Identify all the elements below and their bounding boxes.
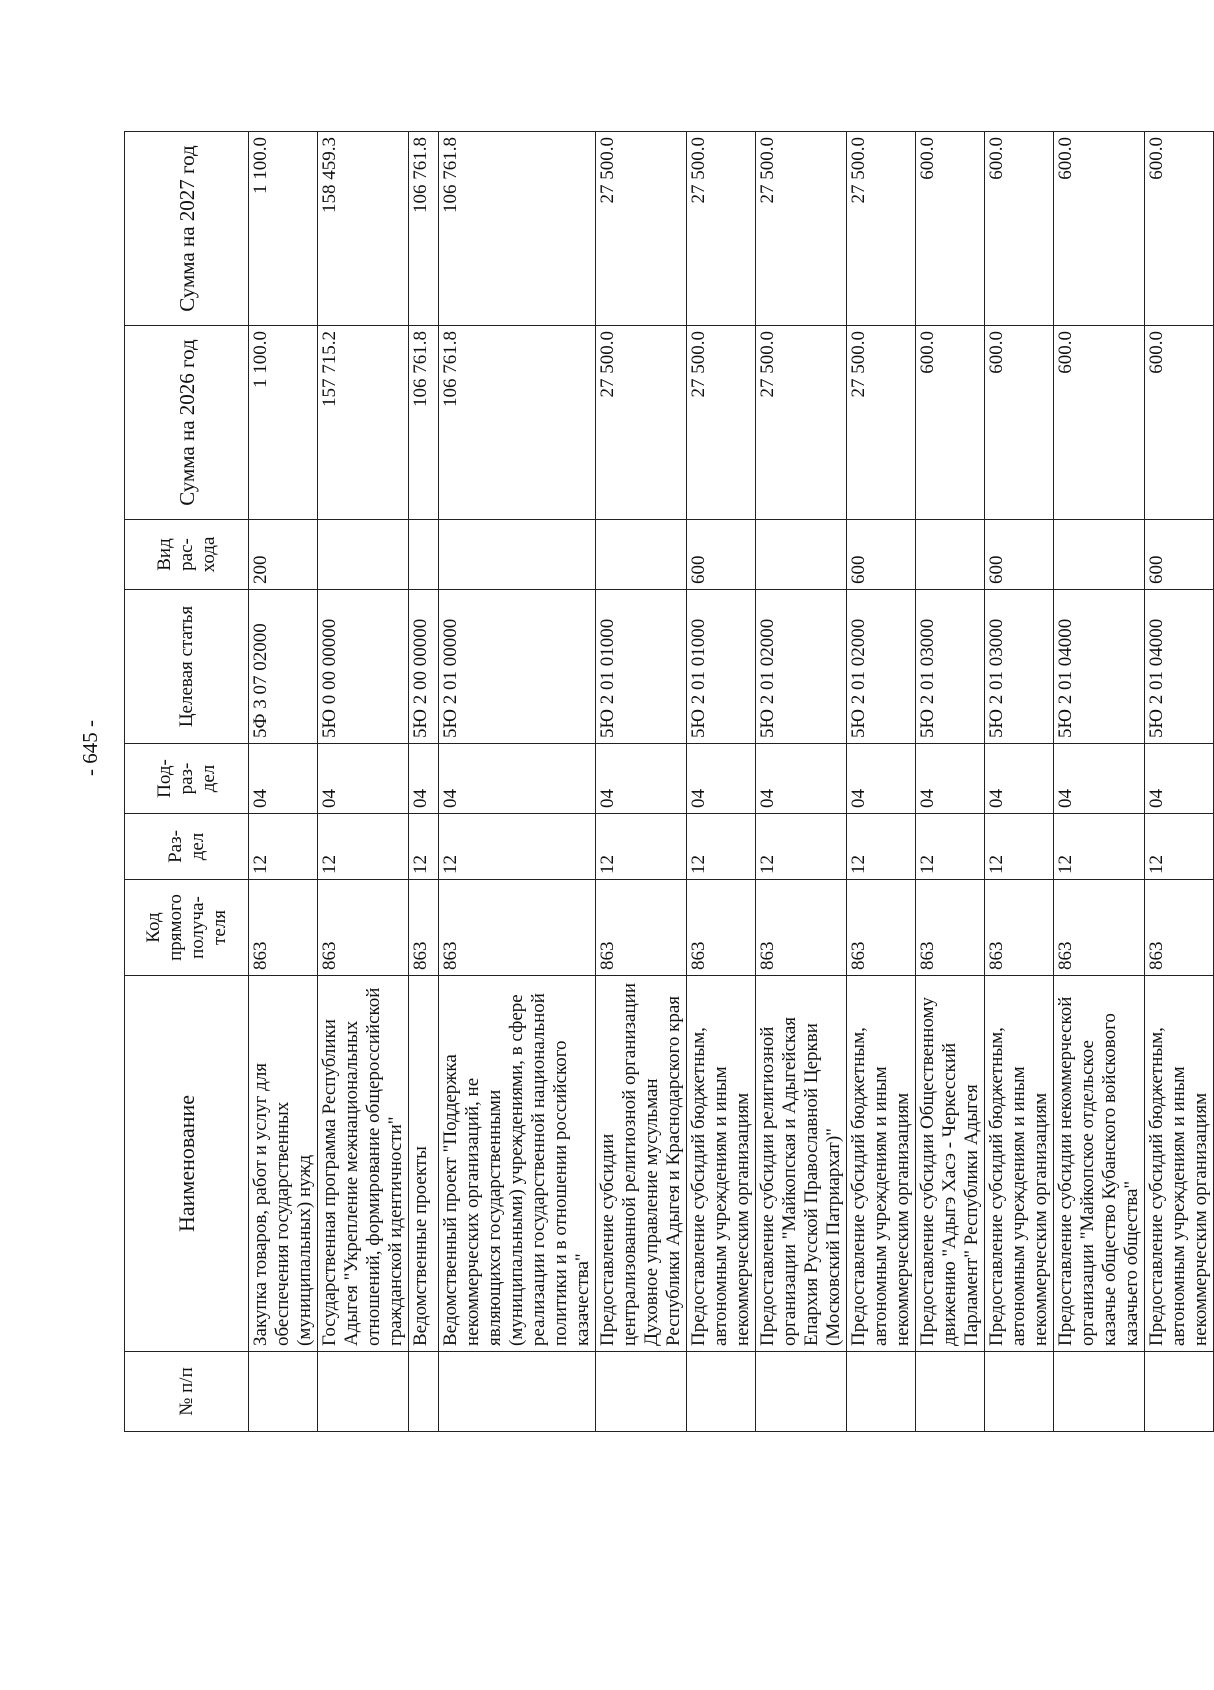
cell-sum-2027: 27 500.0 [596, 132, 687, 326]
table-row [439, 132, 596, 1432]
cell-name: Ведомственный проект "Поддержка некоммерческих организаций, не являющихся государственными (муниципальными) учреждениями, в сфере реализации государственной национальной политики и в отношении российского казачества" [439, 976, 596, 1352]
cell-sum-2026: 600.0 [1054, 326, 1145, 520]
cell-num [439, 1352, 596, 1432]
cell-expense-type [318, 520, 409, 590]
cell-target-article: 5Ю 2 01 03000 [985, 590, 1054, 744]
cell-section: 12 [756, 814, 847, 880]
cell-recipient-code: 863 [1054, 880, 1145, 976]
cell-sum-2027: 106 761.8 [409, 132, 439, 326]
cell-subsection: 04 [756, 744, 847, 814]
header-sum-2026: Сумма на 2026 год [125, 326, 249, 520]
header-recipient-code: Код прямого получа-теля [125, 880, 249, 976]
cell-subsection: 04 [985, 744, 1054, 814]
cell-target-article: 5Ю 0 00 00000 [318, 590, 409, 744]
header-target-article: Целевая статья [125, 590, 249, 744]
cell-section: 12 [439, 814, 596, 880]
cell-section: 12 [985, 814, 1054, 880]
header-section: Раз-дел [125, 814, 249, 880]
table-row [687, 132, 756, 1432]
header-subsection: Под-раз-дел [125, 744, 249, 814]
cell-subsection: 04 [847, 744, 916, 814]
table-body [249, 132, 1214, 1432]
cell-target-article: 5Ю 2 01 00000 [439, 590, 596, 744]
cell-recipient-code: 863 [916, 880, 985, 976]
cell-sum-2027: 27 500.0 [687, 132, 756, 326]
cell-name: Предоставление субсидий бюджетным, автономным учреждениям и иным некоммерческим организациям [847, 976, 916, 1352]
cell-target-article: 5Ф 3 07 02000 [249, 590, 318, 744]
table-row [249, 132, 318, 1432]
cell-name: Предоставление субсидии религиозной организации "Майкопская и Адыгейская Епархия Русской Православной Церкви (Московский Патриархат)" [756, 976, 847, 1352]
cell-subsection: 04 [596, 744, 687, 814]
cell-recipient-code: 863 [439, 880, 596, 976]
cell-subsection: 04 [409, 744, 439, 814]
cell-target-article: 5Ю 2 01 04000 [1054, 590, 1145, 744]
cell-num [1145, 1352, 1214, 1432]
cell-name: Государственная программа Республики Адыгея "Укрепление межнациональных отношений, формирование общероссийской гражданской идентичности" [318, 976, 409, 1352]
table-row [1054, 132, 1145, 1432]
cell-section: 12 [687, 814, 756, 880]
cell-sum-2026: 27 500.0 [847, 326, 916, 520]
cell-num [596, 1352, 687, 1432]
cell-sum-2027: 27 500.0 [756, 132, 847, 326]
cell-num [916, 1352, 985, 1432]
cell-subsection: 04 [318, 744, 409, 814]
cell-sum-2026: 106 761.8 [439, 326, 596, 520]
header-sum-2027: Сумма на 2027 год [125, 132, 249, 326]
cell-target-article: 5Ю 2 01 01000 [596, 590, 687, 744]
cell-sum-2026: 600.0 [985, 326, 1054, 520]
cell-section: 12 [409, 814, 439, 880]
cell-expense-type [596, 520, 687, 590]
cell-name: Предоставление субсидий бюджетным, автономным учреждениям и иным некоммерческим организациям [985, 976, 1054, 1352]
cell-expense-type: 600 [847, 520, 916, 590]
cell-num [318, 1352, 409, 1432]
cell-recipient-code: 863 [756, 880, 847, 976]
cell-subsection: 04 [1145, 744, 1214, 814]
cell-expense-type [756, 520, 847, 590]
cell-num [1054, 1352, 1145, 1432]
cell-recipient-code: 863 [596, 880, 687, 976]
cell-num [985, 1352, 1054, 1432]
cell-target-article: 5Ю 2 01 02000 [756, 590, 847, 744]
cell-expense-type: 200 [249, 520, 318, 590]
cell-name: Предоставление субсидии централизованной религиозной организации Духовное управление мусульман Республики Адыгея и Краснодарского края [596, 976, 687, 1352]
cell-section: 12 [1054, 814, 1145, 880]
rotated-page-content [124, 132, 1211, 1432]
cell-sum-2027: 106 761.8 [439, 132, 596, 326]
cell-expense-type [439, 520, 596, 590]
cell-name: Ведомственные проекты [409, 976, 439, 1352]
cell-num [249, 1352, 318, 1432]
cell-subsection: 04 [916, 744, 985, 814]
cell-sum-2026: 27 500.0 [596, 326, 687, 520]
cell-sum-2027: 27 500.0 [847, 132, 916, 326]
cell-expense-type: 600 [687, 520, 756, 590]
cell-sum-2026: 1 100.0 [249, 326, 318, 520]
cell-num [687, 1352, 756, 1432]
cell-expense-type [916, 520, 985, 590]
table-row [756, 132, 847, 1432]
budget-table [124, 131, 1214, 1432]
cell-target-article: 5Ю 2 00 00000 [409, 590, 439, 744]
cell-sum-2027: 158 459.3 [318, 132, 409, 326]
cell-sum-2026: 106 761.8 [409, 326, 439, 520]
cell-target-article: 5Ю 2 01 03000 [916, 590, 985, 744]
cell-sum-2027: 600.0 [985, 132, 1054, 326]
cell-sum-2027: 600.0 [916, 132, 985, 326]
cell-sum-2026: 27 500.0 [687, 326, 756, 520]
cell-subsection: 04 [687, 744, 756, 814]
cell-section: 12 [596, 814, 687, 880]
cell-recipient-code: 863 [687, 880, 756, 976]
cell-subsection: 04 [1054, 744, 1145, 814]
cell-target-article: 5Ю 2 01 01000 [687, 590, 756, 744]
table-row [916, 132, 985, 1432]
cell-sum-2026: 600.0 [916, 326, 985, 520]
cell-num [409, 1352, 439, 1432]
table-row [318, 132, 409, 1432]
cell-recipient-code: 863 [409, 880, 439, 976]
cell-section: 12 [847, 814, 916, 880]
cell-name: Предоставление субсидий бюджетным, автономным учреждениям и иным некоммерческим организациям [1145, 976, 1214, 1352]
table-row [985, 132, 1054, 1432]
table-row [409, 132, 439, 1432]
cell-subsection: 04 [249, 744, 318, 814]
cell-sum-2026: 157 715.2 [318, 326, 409, 520]
cell-recipient-code: 863 [249, 880, 318, 976]
header-expense-type: Вид рас-хода [125, 520, 249, 590]
cell-target-article: 5Ю 2 01 02000 [847, 590, 916, 744]
cell-name: Предоставление субсидий бюджетным, автономным учреждениям и иным некоммерческим организациям [687, 976, 756, 1352]
table-row [847, 132, 916, 1432]
page-number: - 645 - [78, 720, 102, 776]
cell-sum-2026: 27 500.0 [756, 326, 847, 520]
cell-recipient-code: 863 [985, 880, 1054, 976]
cell-sum-2027: 600.0 [1145, 132, 1214, 326]
cell-recipient-code: 863 [847, 880, 916, 976]
table-row [1145, 132, 1214, 1432]
cell-name: Закупка товаров, работ и услуг для обеспечения государственных (муниципальных) нужд [249, 976, 318, 1352]
cell-expense-type: 600 [985, 520, 1054, 590]
cell-section: 12 [1145, 814, 1214, 880]
cell-target-article: 5Ю 2 01 04000 [1145, 590, 1214, 744]
cell-section: 12 [318, 814, 409, 880]
cell-section: 12 [249, 814, 318, 880]
cell-name: Предоставление субсидии некоммерческой организации "Майкопское отдельское казачье общество Кубанского войскового казачьего общества" [1054, 976, 1145, 1352]
cell-subsection: 04 [439, 744, 596, 814]
cell-name: Предоставление субсидии Общественному движению "Адыгэ Хасэ - Черкесский Парламент" Республики Адыгея [916, 976, 985, 1352]
table-row [596, 132, 687, 1432]
cell-sum-2027: 1 100.0 [249, 132, 318, 326]
header-num: № п/п [125, 1352, 249, 1432]
cell-expense-type [1054, 520, 1145, 590]
table-header [125, 132, 249, 1432]
cell-sum-2027: 600.0 [1054, 132, 1145, 326]
cell-num [756, 1352, 847, 1432]
cell-expense-type: 600 [1145, 520, 1214, 590]
cell-section: 12 [916, 814, 985, 880]
cell-recipient-code: 863 [318, 880, 409, 976]
cell-sum-2026: 600.0 [1145, 326, 1214, 520]
cell-recipient-code: 863 [1145, 880, 1214, 976]
cell-num [847, 1352, 916, 1432]
header-name: Наименование [125, 976, 249, 1352]
cell-expense-type [409, 520, 439, 590]
